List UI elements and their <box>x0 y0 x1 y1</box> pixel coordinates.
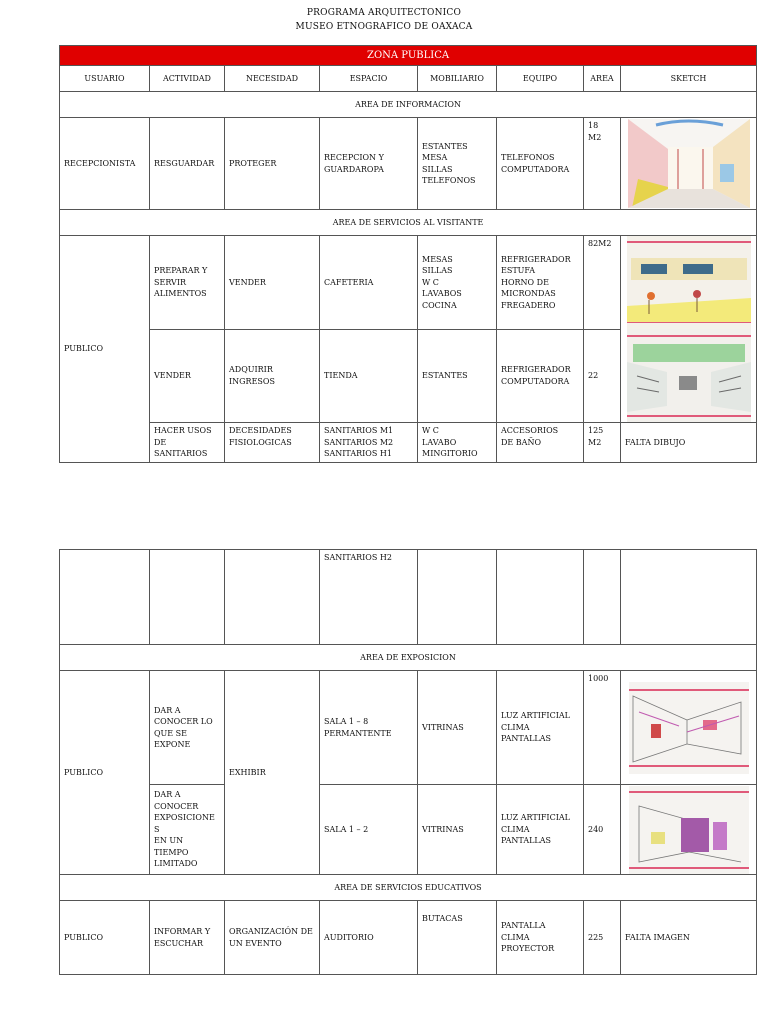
cell-sketch-missing: FALTA DIBUJO <box>621 423 757 463</box>
cell-usuario: PUBLICO <box>60 671 150 875</box>
table-row-auditorio <box>60 901 757 975</box>
table-row-sala-permanente <box>60 671 757 785</box>
zona-publica-banner: ZONA PUBLICA <box>60 46 757 66</box>
section-exposicion: AREA DE EXPOSICION <box>60 645 757 671</box>
section-informacion: AREA DE INFORMACION <box>60 92 757 118</box>
cell-actividad: PREPARAR Y SERVIR ALIMENTOS <box>150 236 225 330</box>
cell-mobiliario: ESTANTES MESA SILLAS TELEFONOS <box>418 118 497 210</box>
table-row-sanitarios-cont <box>60 550 757 645</box>
cell-mobiliario <box>418 550 497 645</box>
col-espacio: ESPACIO <box>320 66 418 92</box>
cell-sketch <box>621 550 757 645</box>
table-row-recepcion <box>60 118 757 210</box>
cell-actividad: RESGUARDAR <box>150 118 225 210</box>
col-area: AREA <box>584 66 621 92</box>
col-actividad: ACTIVIDAD <box>150 66 225 92</box>
cell-actividad: VENDER <box>150 329 225 423</box>
cell-mobiliario: VITRINAS <box>418 785 497 875</box>
cell-area: 1000 <box>584 671 621 785</box>
col-usuario: USUARIO <box>60 66 150 92</box>
cell-area <box>584 550 621 645</box>
cell-equipo: LUZ ARTIFICIAL CLIMA PANTALLAS <box>497 785 584 875</box>
cell-usuario: PUBLICO <box>60 901 150 975</box>
cell-area: 82M2 <box>584 236 621 330</box>
sketch-cafeteria-tienda <box>621 236 757 423</box>
cell-equipo: ACCESORIOS DE BAÑO <box>497 423 584 463</box>
sketch-sala-temporal <box>621 785 757 875</box>
cell-equipo: PANTALLA CLIMA PROYECTOR <box>497 901 584 975</box>
cell-necesidad: DECESIDADES FISIOLOGICAS <box>225 423 320 463</box>
cell-actividad: HACER USOS DE SANITARIOS <box>150 423 225 463</box>
cell-usuario: RECEPCIONISTA <box>60 118 150 210</box>
cell-equipo: TELEFONOS COMPUTADORA <box>497 118 584 210</box>
col-necesidad: NECESIDAD <box>225 66 320 92</box>
document-header <box>0 6 768 34</box>
cell-necesidad: VENDER <box>225 236 320 330</box>
document-title: PROGRAMA ARQUITECTONICO <box>306 8 462 18</box>
cell-espacio: SANITARIOS M1 SANITARIOS M2 SANITARIOS H1 <box>320 423 418 463</box>
cell-espacio: AUDITORIO <box>320 901 418 975</box>
cell-espacio: TIENDA <box>320 329 418 423</box>
cell-espacio: RECEPCION Y GUARDAROPA <box>320 118 418 210</box>
cell-equipo: LUZ ARTIFICIAL CLIMA PANTALLAS <box>497 671 584 785</box>
cell-necesidad: PROTEGER <box>225 118 320 210</box>
cell-necesidad: ADQUIRIR INGRESOS <box>225 329 320 423</box>
cell-usuario <box>60 550 150 645</box>
cell-mobiliario: ESTANTES <box>418 329 497 423</box>
cell-area: 18 M2 <box>584 118 621 210</box>
table-row-cafeteria <box>60 236 757 330</box>
cell-area: 240 <box>584 785 621 875</box>
cell-mobiliario: BUTACAS <box>418 901 497 975</box>
table-row-sala-temporal <box>60 785 757 875</box>
column-header-row <box>60 66 757 92</box>
cell-area: 125 M2 <box>584 423 621 463</box>
cell-espacio: CAFETERIA <box>320 236 418 330</box>
cell-mobiliario: MESAS SILLAS W C LAVABOS COCINA <box>418 236 497 330</box>
cell-espacio: SALA 1 – 2 <box>320 785 418 875</box>
sketch-sala-temporal-image <box>629 786 749 874</box>
program-table-part-2 <box>59 549 757 975</box>
col-sketch: SKETCH <box>621 66 757 92</box>
document-subtitle: MUSEO ETNOGRAFICO DE OAXACA <box>295 22 473 32</box>
cell-actividad: DAR A CONOCER LO QUE SE EXPONE <box>150 671 225 785</box>
cell-actividad: INFORMAR Y ESCUCHAR <box>150 901 225 975</box>
cell-mobiliario: VITRINAS <box>418 671 497 785</box>
section-servicios-visitante: AREA DE SERVICIOS AL VISITANTE <box>60 210 757 236</box>
cell-area: 22 <box>584 329 621 423</box>
program-table-part-1 <box>59 45 757 463</box>
cell-area: 225 <box>584 901 621 975</box>
sketch-sala-permanente-image <box>629 682 749 774</box>
cell-equipo <box>497 550 584 645</box>
cell-necesidad: EXHIBIR <box>225 671 320 875</box>
cell-actividad <box>150 550 225 645</box>
cell-necesidad <box>225 550 320 645</box>
cell-sketch-missing: FALTA IMAGEN <box>621 901 757 975</box>
cell-espacio: SALA 1 – 8 PERMANTENTE <box>320 671 418 785</box>
sketch-sala-permanente <box>621 671 757 785</box>
cell-actividad: DAR A CONOCER EXPOSICIONES EN UN TIEMPO LIMITADO <box>150 785 225 875</box>
cell-espacio: SANITARIOS H2 <box>320 550 418 645</box>
section-servicios-educativos: AREA DE SERVICIOS EDUCATIVOS <box>60 875 757 901</box>
sketch-recepcion-image <box>628 119 750 208</box>
table-row-sanitarios <box>60 423 757 463</box>
cell-equipo: REFRIGERADOR ESTUFA HORNO DE MICRONDAS FREGADERO <box>497 236 584 330</box>
cell-usuario: PUBLICO <box>60 236 150 463</box>
sketch-recepcion <box>621 118 757 210</box>
cell-equipo: REFRIGERADOR COMPUTADORA <box>497 329 584 423</box>
col-mobiliario: MOBILIARIO <box>418 66 497 92</box>
sketch-cafeteria-tienda-image <box>627 236 751 422</box>
cell-mobiliario: W C LAVABO MINGITORIO <box>418 423 497 463</box>
col-equipo: EQUIPO <box>497 66 584 92</box>
cell-necesidad: ORGANIZACIÓN DE UN EVENTO <box>225 901 320 975</box>
